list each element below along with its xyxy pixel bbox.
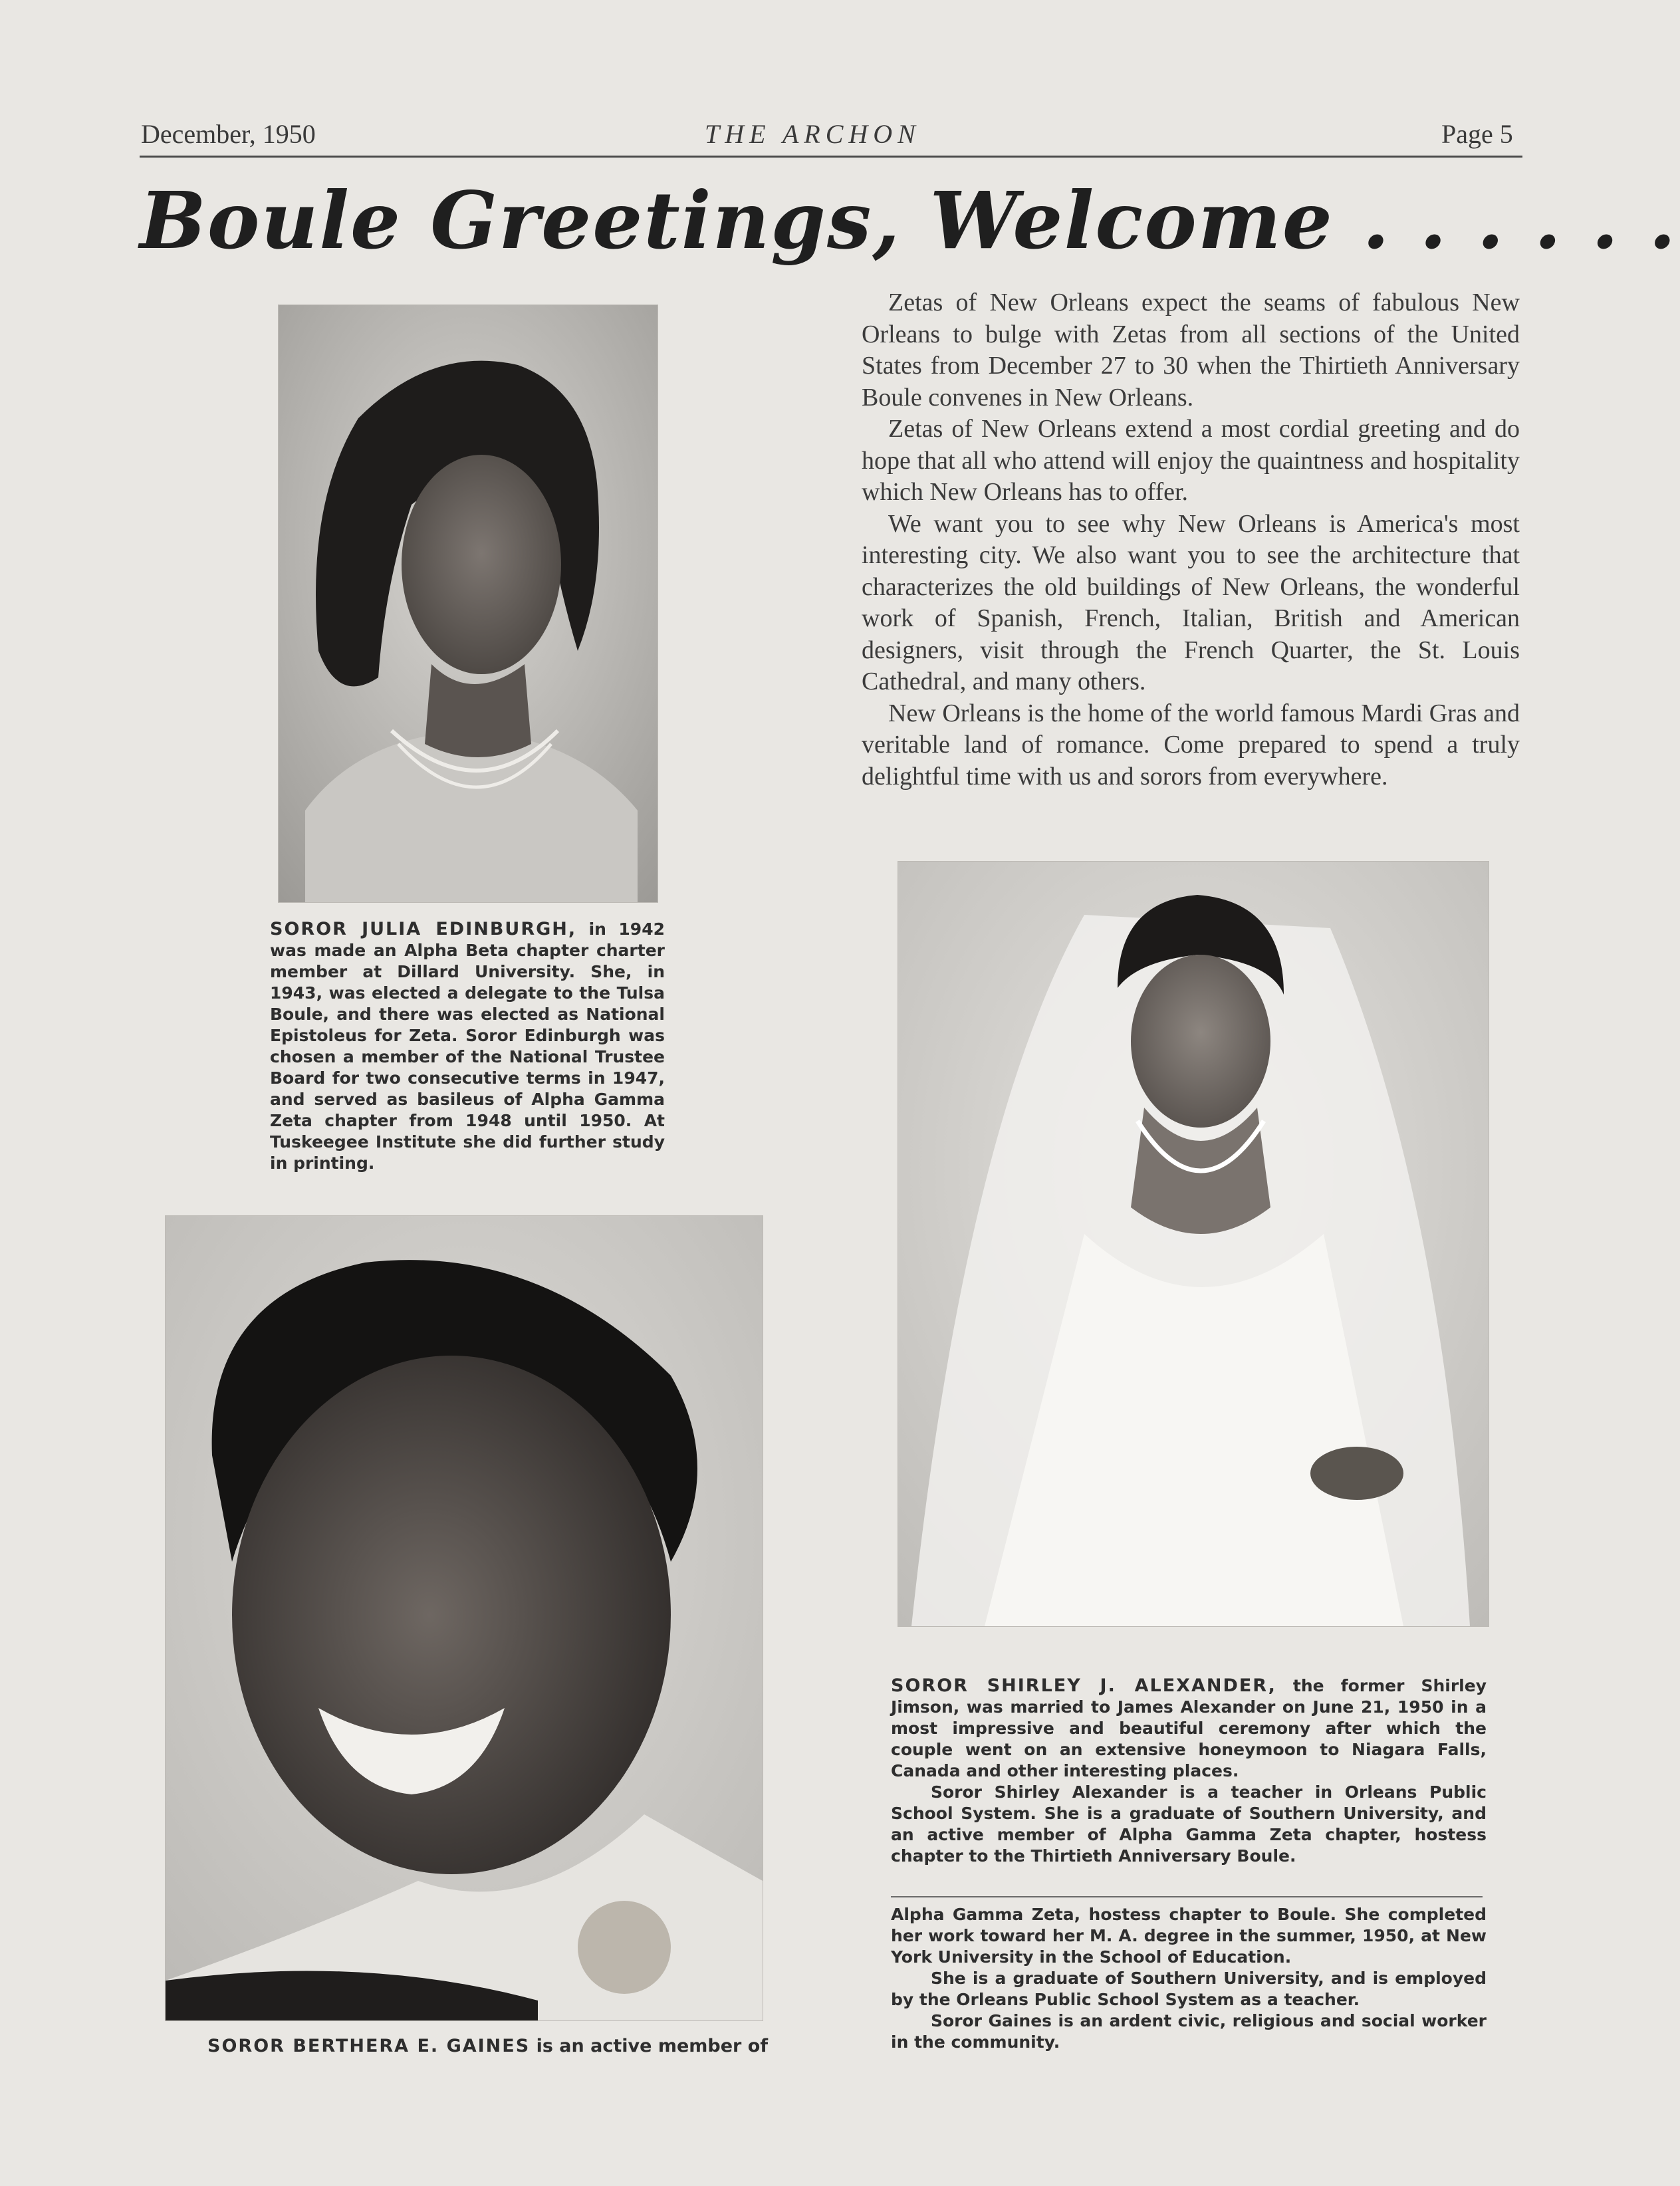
page-number: Page 5 xyxy=(1441,119,1513,149)
caption-name: SOROR BERTHERA E. GAINES xyxy=(207,2036,531,2056)
portrait-photo-julia-edinburgh xyxy=(278,304,658,903)
bridal-photo-shirley-alexander xyxy=(898,861,1489,1627)
article-paragraph: Zetas of New Orleans expect the seams of fabulous New Orleans to bulge with Zetas from all sections of the United States from December 27 to 30 when the Thirtieth Anniversary Boule convenes in New Orleans. xyxy=(862,289,1520,412)
caption-name: SOROR SHIRLEY J. ALEXANDER, xyxy=(891,1675,1276,1696)
caption-berthera-gaines xyxy=(207,2036,779,2057)
caption-text: Alpha Gamma Zeta, hostess chapter to Boule. She completed her work toward her M. A. degree in the summer, 1950, at New York University in the School of Education. xyxy=(891,1905,1487,1967)
caption-shirley-alexander xyxy=(891,1675,1487,1867)
caption-text: the former Shirley Jimson, was married to James Alexander on June 21, 1950 in a most impressive and beautiful ceremony after which the couple went on an extensive honeymoon to Niagara Falls, Canada and other interesting places. xyxy=(891,1676,1487,1780)
caption-text: Soror Gaines is an ardent civic, religious and social worker in the community. xyxy=(891,2011,1487,2052)
caption-berthera-gaines-continued xyxy=(891,1904,1487,2053)
headline: Boule Greetings, Welcome . . . . . . xyxy=(140,174,1677,267)
header-rule xyxy=(140,156,1522,158)
article-body xyxy=(862,287,1520,792)
caption-text: is an active member of xyxy=(530,2036,769,2056)
caption-julia-edinburgh xyxy=(270,919,665,1174)
caption-text: She is a graduate of Southern University, and is employed by the Orleans Public School System as a teacher. xyxy=(891,1969,1487,2009)
article-paragraph: New Orleans is the home of the world famous Mardi Gras and veritable land of romance. Come prepared to spend a truly delightful time with us and sorors from everywhere. xyxy=(862,699,1520,790)
article-paragraph: We want you to see why New Orleans is America's most interesting city. We also want you to see the architecture that characterizes the old buildings of New Orleans, the wonderful work of Spanish, French, Italian, British and American designers, visit through the French Quarter, the St. Louis Cathedral, and many others. xyxy=(862,509,1520,695)
caption-text: in 1942 was made an Alpha Beta chapter charter member at Dillard University. She, in 1943, was elected a delegate to the Tulsa Boule, and there was elected as National Epistoleus for Zeta. Soror Edinburgh was chosen a member of the National Trustee Board for two consecutive terms in 1947, and served as basileus of Alpha Gamma Zeta chapter from 1948 until 1950. At Tuskeegee Institute she did further study in printing. xyxy=(270,919,665,1173)
article-paragraph: Zetas of New Orleans extend a most cordial greeting and do hope that all who attend will enjoy the quaintness and hospitality which New Orleans has to offer. xyxy=(862,415,1520,506)
caption-divider xyxy=(891,1896,1483,1897)
issue-date: December, 1950 xyxy=(141,119,316,149)
publication-title: THE ARCHON xyxy=(705,119,921,149)
caption-text: Soror Shirley Alexander is a teacher in Orleans Public School System. She is a graduate of Southern University, and an active member of Alpha Gamma Zeta chapter, hostess chapter to the Thirtieth Anniversary Boule. xyxy=(891,1782,1487,1866)
portrait-photo-berthera-gaines xyxy=(165,1215,763,2021)
caption-name: SOROR JULIA EDINBURGH, xyxy=(270,919,577,939)
